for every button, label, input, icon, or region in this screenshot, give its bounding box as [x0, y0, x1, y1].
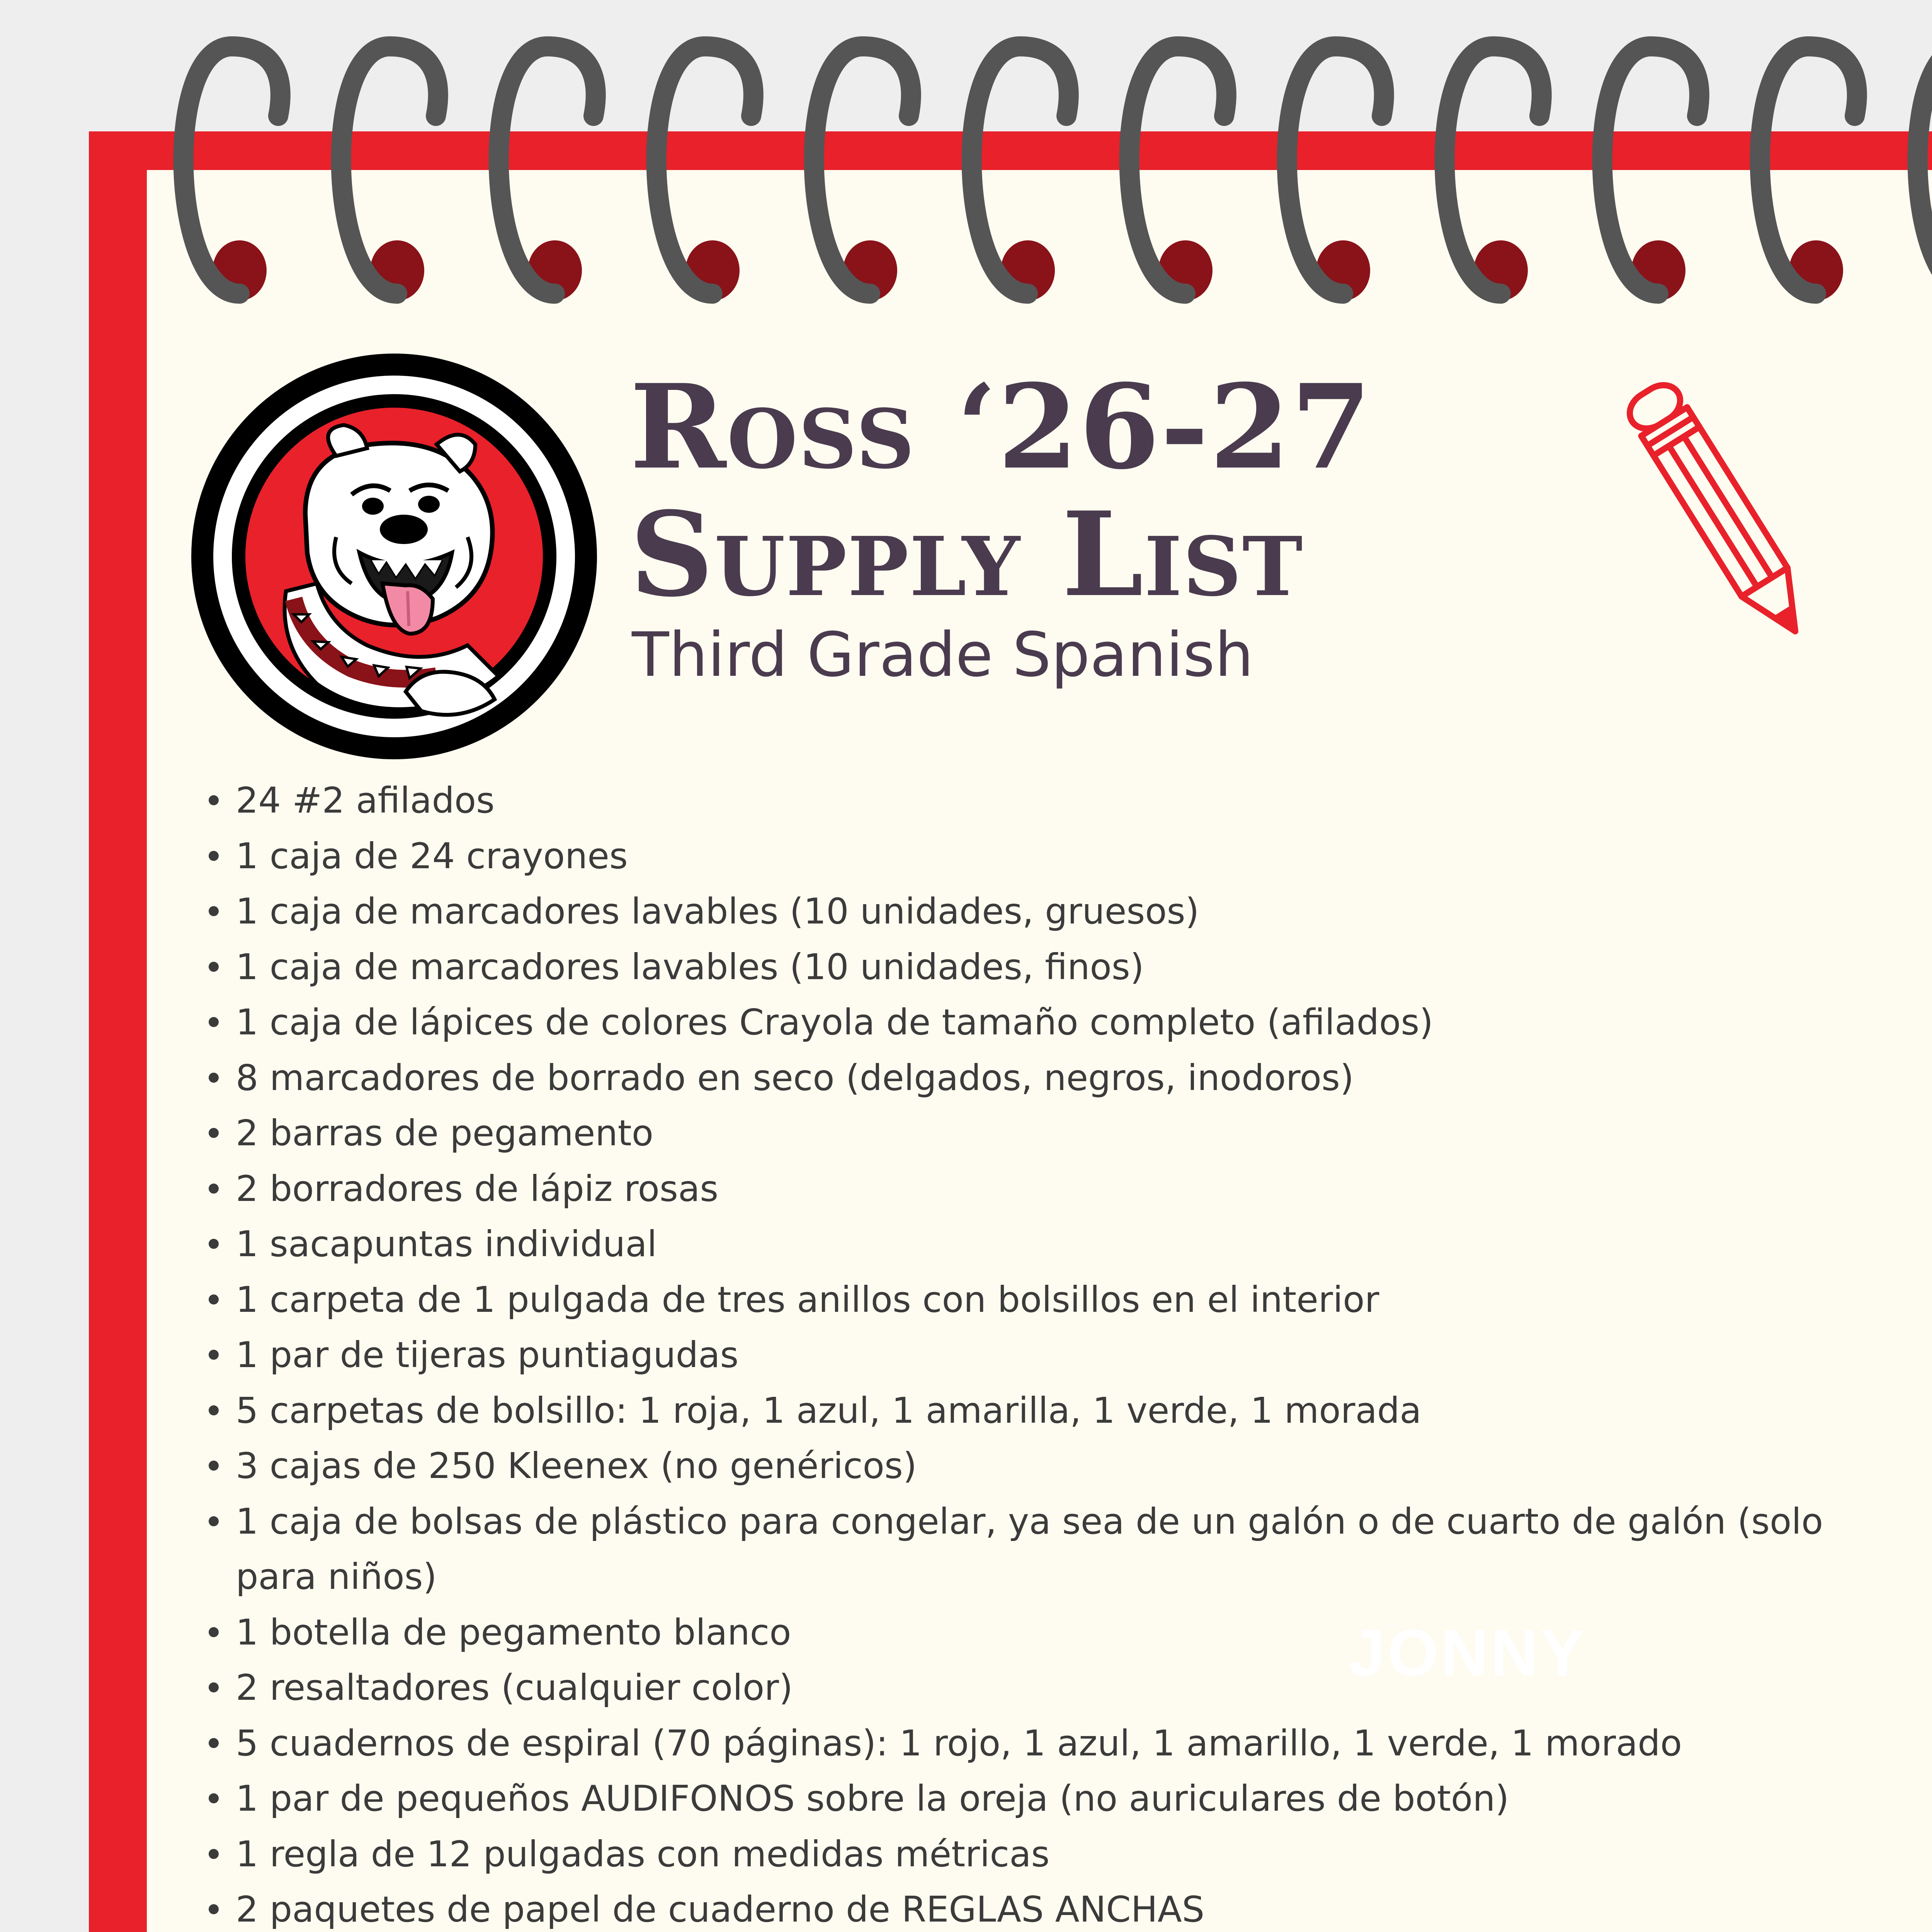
list-item: 3 cajas de 250 Kleenex (no genéricos) — [236, 1438, 1843, 1494]
list-item: 2 borradores de lápiz rosas — [236, 1161, 1843, 1217]
list-item: 1 caja de bolsas de plástico para congelar, ya sea de un galón o de cuarto de galón (solo para niños) — [236, 1494, 1843, 1605]
spiral-ring-icon — [341, 46, 438, 301]
spiral-ring-icon — [1445, 46, 1542, 301]
spiral-ring-icon — [1602, 46, 1699, 301]
spiral-ring-icon — [1918, 46, 1932, 301]
spiral-ring-icon — [972, 46, 1069, 301]
list-item: 5 cuadernos de espiral (70 páginas): 1 rojo, 1 azul, 1 amarillo, 1 verde, 1 morado — [236, 1716, 1843, 1771]
list-item: 1 par de pequeños AUDIFONOS sobre la oreja (no auriculares de botón) — [236, 1771, 1843, 1827]
bulldog-mascot-icon — [189, 352, 599, 761]
spiral-ring-icon — [1287, 46, 1384, 301]
supply-list — [236, 773, 1843, 1932]
list-item: 1 par de tijeras puntiagudas — [236, 1327, 1843, 1383]
page-subtitle: Third Grade Spanish — [632, 619, 1254, 690]
pencil-icon — [1615, 355, 1824, 665]
list-item: 1 botella de pegamento blanco — [236, 1605, 1843, 1660]
spiral-ring-icon — [1760, 46, 1857, 301]
list-item: 1 caja de marcadores lavables (10 unidades, finos) — [236, 939, 1843, 995]
list-item: 1 caja de marcadores lavables (10 unidades, gruesos) — [236, 884, 1843, 939]
list-item: 1 caja de 24 crayones — [236, 828, 1843, 884]
spiral-ring-icon — [1129, 46, 1226, 301]
list-item: 2 resaltadores (cualquier color) — [236, 1660, 1843, 1716]
page-title — [630, 359, 1596, 622]
list-item: 1 carpeta de 1 pulgada de tres anillos con bolsillos en el interior — [236, 1272, 1843, 1328]
watermark-text: JONNY — [1349, 1616, 1587, 1690]
spiral-ring-icon — [814, 46, 911, 301]
list-item: 24 #2 afilados — [236, 773, 1843, 828]
spiral-rings — [0, 0, 1932, 348]
list-item: 1 sacapuntas individual — [236, 1216, 1843, 1272]
list-item: 8 marcadores de borrado en seco (delgados, negros, inodoros) — [236, 1050, 1843, 1106]
spiral-ring-icon — [656, 46, 753, 301]
list-item: 2 barras de pegamento — [236, 1105, 1843, 1161]
list-item: 1 caja de lápices de colores Crayola de tamaño completo (afilados) — [236, 995, 1843, 1050]
list-item: 1 regla de 12 pulgadas con medidas métricas — [236, 1827, 1843, 1882]
title-line-2: Supply List — [630, 486, 1304, 622]
list-item: 2 paquetes de papel de cuaderno de REGLAS ANCHAS — [236, 1882, 1843, 1932]
spiral-ring-icon — [184, 46, 281, 301]
spiral-ring-icon — [499, 46, 596, 301]
title-line-1: Ross ‘26-27 — [630, 359, 1372, 495]
list-item: 5 carpetas de bolsillo: 1 roja, 1 azul, 1 amarilla, 1 verde, 1 morada — [236, 1383, 1843, 1439]
